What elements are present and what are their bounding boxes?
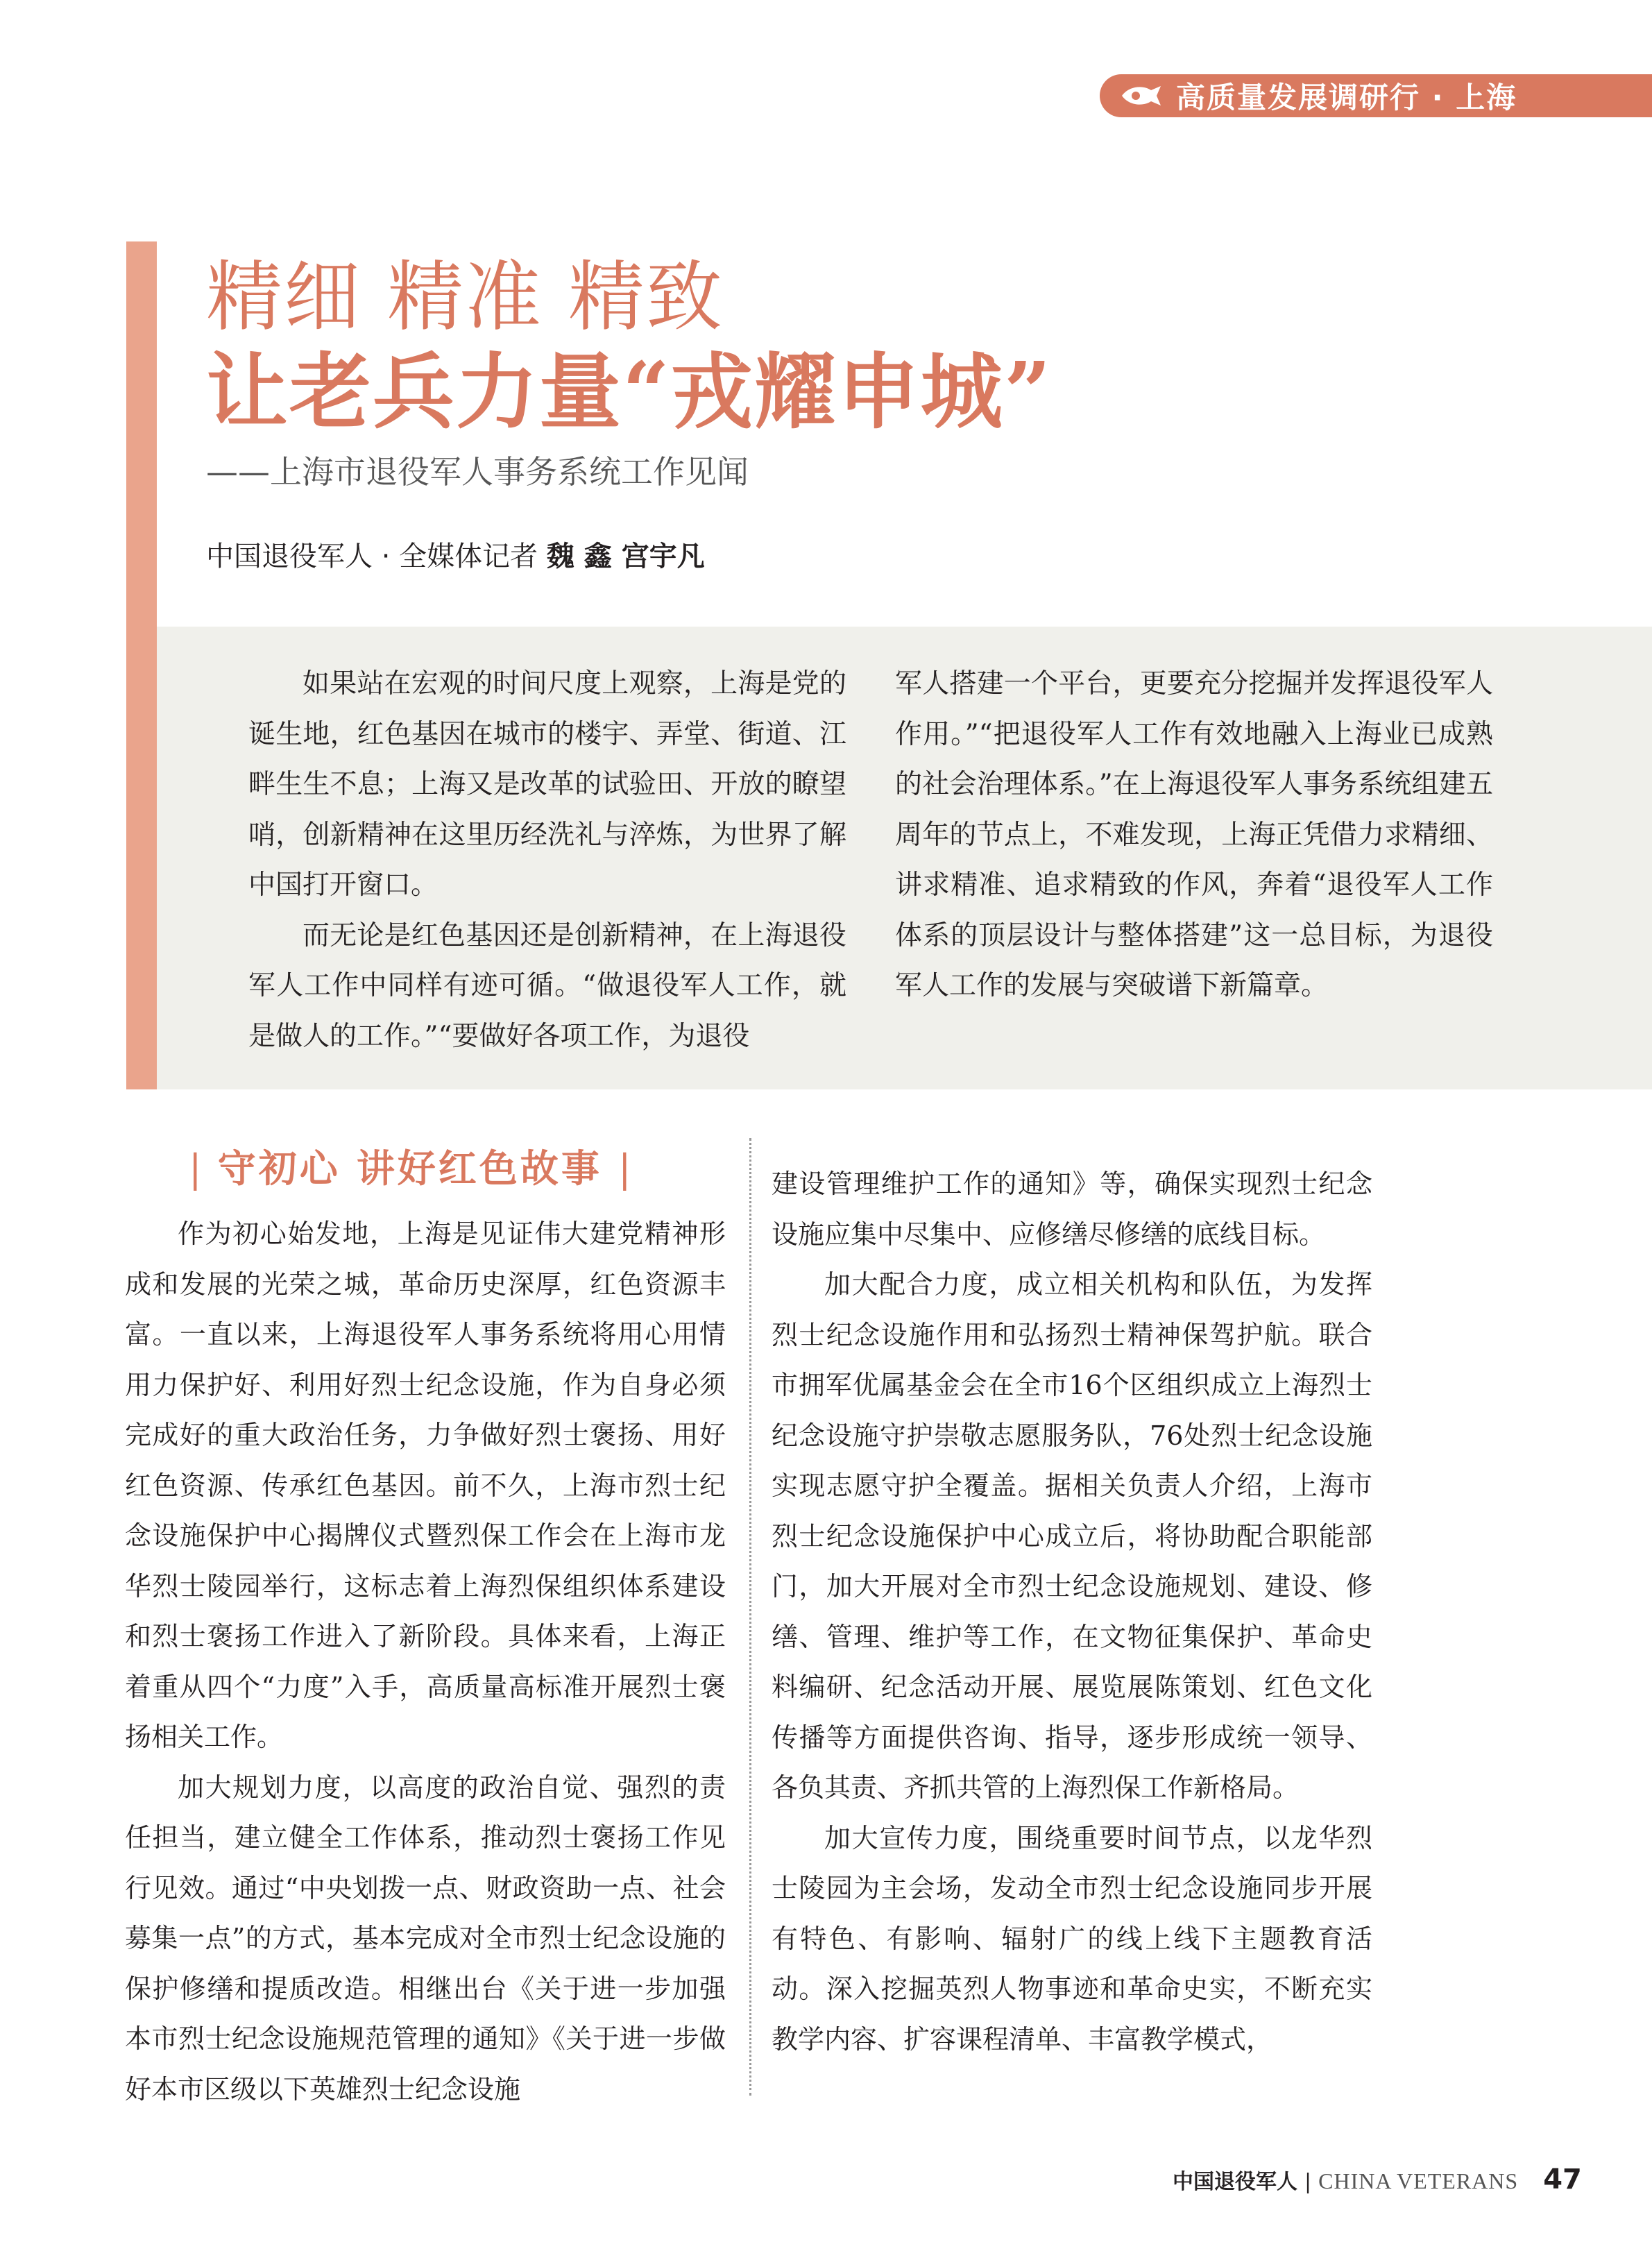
- column-divider: [749, 1138, 751, 2096]
- article-subtitle: ——上海市退役军人事务系统工作见闻: [206, 453, 749, 491]
- page-footer: [1173, 2164, 1582, 2196]
- heading-pipe-left: |: [189, 1146, 202, 1191]
- section-heading: [189, 1138, 631, 1193]
- column-label: 高质量发展调研行 · 上海: [1176, 80, 1517, 114]
- title-accent-bar: [126, 241, 157, 1089]
- intro-paragraph: 如果站在宏观的时间尺度上观察，上海是党的诞生地，红色基因在城市的楼宇、弄堂、街道、江畔生生不息；上海又是改革的试验田、开放的瞭望哨，创新精神在这里历经洗礼与淬炼，为世界了解中国打开窗口。: [248, 668, 846, 901]
- footer-publication: 中国退役军人: [1173, 2170, 1297, 2194]
- quill-logo-icon: [1119, 82, 1164, 110]
- article-title-line1: 精细 精准 精致: [206, 253, 724, 341]
- footer-english-name: CHINA VETERANS: [1318, 2168, 1519, 2193]
- page-number: 47: [1543, 2164, 1582, 2196]
- body-paragraph: 加大规划力度，以高度的政治自觉、强烈的责任担当，建立健全工作体系，推动烈士褒扬工作见行见效。通过“中央划拨一点、财政资助一点、社会募集一点”的方式，基本完成对全市烈士纪念设施的保护修缮和提质改造。相继出台《关于进一步加强本市烈士纪念设施规范管理的通知》《关于进一步做好本市区级以下英雄烈士纪念设施: [125, 1772, 726, 2105]
- byline: [206, 534, 705, 574]
- byline-authors: 魏 鑫 宫宇凡: [546, 541, 705, 572]
- column-banner: [1100, 74, 1652, 117]
- body-column-left: [125, 1209, 726, 2114]
- intro-column-right: [895, 659, 1493, 1012]
- body-paragraph: 加大宣传力度，围绕重要时间节点，以龙华烈士陵园为主会场，发动全市烈士纪念设施同步开展有特色、有影响、辐射广的线上线下主题教育活动。深入挖掘英烈人物事迹和革命史实，不断充实教学内容、扩容课程清单、丰富教学模式，: [772, 1822, 1372, 2055]
- body-paragraph: 加大配合力度，成立相关机构和队伍，为发挥烈士纪念设施作用和弘扬烈士精神保驾护航。联合市拥军优属基金会在全市16个区组织成立上海烈士纪念设施守护崇敬志愿服务队，76处烈士纪念设施实现志愿守护全覆盖。据相关负责人介绍，上海市烈士纪念设施保护中心成立后，将协助配合职能部门，加大开展对全市烈士纪念设施规划、建设、修缮、管理、维护等工作，在文物征集保护、革命史料编研、纪念活动开展、展览展陈策划、红色文化传播等方面提供咨询、指导，逐步形成统一领导、各负其责、齐抓共管的上海烈保工作新格局。: [772, 1269, 1372, 1803]
- footer-separator: |: [1304, 2170, 1312, 2194]
- intro-column-left: [248, 659, 846, 1062]
- body-column-right: [772, 1159, 1372, 2064]
- intro-paragraph: 而无论是红色基因还是创新精神，在上海退役军人工作中同样有迹可循。“做退役军人工作，就是做人的工作。”“要做好各项工作，为退役: [248, 919, 846, 1052]
- body-paragraph: 作为初心始发地，上海是见证伟大建党精神形成和发展的光荣之城，革命历史深厚，红色资源丰富。一直以来，上海退役军人事务系统将用心用情用力保护好、利用好烈士纪念设施，作为自身必须完成好的重大政治任务，力争做好烈士褒扬、用好红色资源、传承红色基因。前不久，上海市烈士纪念设施保护中心揭牌仪式暨烈保工作会在上海市龙华烈士陵园举行，这标志着上海烈保组织体系建设和烈士褒扬工作进入了新阶段。具体来看，上海正着重从四个“力度”入手，高质量高标准开展烈士褒扬相关工作。: [125, 1218, 726, 1752]
- body-paragraph: 建设管理维护工作的通知》等，确保实现烈士纪念设施应集中尽集中、应修缮尽修缮的底线目标。: [772, 1169, 1372, 1250]
- section-heading-text: 守初心 讲好红色故事: [217, 1146, 602, 1191]
- intro-paragraph: 军人搭建一个平台，更要充分挖掘并发挥退役军人作用。”“把退役军人工作有效地融入上海业已成熟的社会治理体系。”在上海退役军人事务系统组建五周年的节点上，不难发现，上海正凭借力求精细、讲求精准、追求精致的作风，奔着“退役军人工作体系的顶层设计与整体搭建”这一总目标，为退役军人工作的发展与突破谱下新篇章。: [895, 668, 1493, 1001]
- byline-prefix: 中国退役军人 · 全媒体记者: [206, 541, 547, 572]
- heading-pipe-right: |: [618, 1146, 631, 1191]
- article-title-line2: 让老兵力量“戎耀申城”: [206, 343, 1053, 440]
